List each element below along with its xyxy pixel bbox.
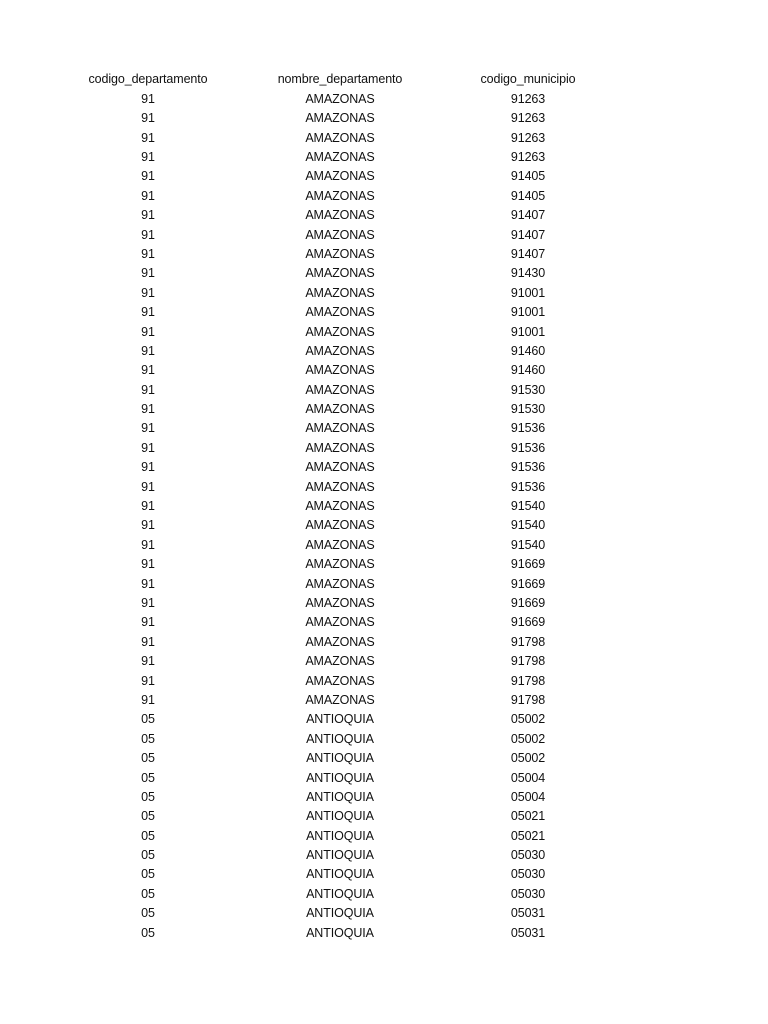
table-row — [0, 710, 768, 729]
cell-codigo-departamento[interactable]: 05 — [141, 712, 155, 727]
table-row — [0, 186, 768, 205]
cell-codigo-municipio[interactable]: 05004 — [510, 789, 546, 804]
cell-codigo-departamento[interactable]: 91 — [141, 615, 155, 630]
table-row — [0, 283, 768, 302]
table-row — [0, 361, 768, 380]
cell-codigo-departamento[interactable]: 91 — [141, 363, 155, 378]
cell-codigo-departamento[interactable]: 05 — [141, 906, 155, 921]
cell-codigo-departamento[interactable]: 05 — [141, 867, 155, 882]
table-row — [0, 245, 768, 264]
cell-codigo-departamento[interactable]: 05 — [141, 770, 155, 785]
cell-codigo-municipio[interactable]: 05031 — [510, 925, 546, 940]
cell-codigo-departamento[interactable]: 05 — [141, 751, 155, 766]
table-row — [0, 768, 768, 787]
cell-codigo-municipio[interactable]: 91263 — [510, 91, 546, 106]
cell-codigo-departamento[interactable]: 05 — [141, 809, 155, 824]
cell-codigo-municipio[interactable]: 91669 — [510, 615, 546, 630]
cell-codigo-municipio[interactable]: 05002 — [510, 751, 546, 766]
table-header-row — [0, 70, 768, 89]
cell-nombre-departamento[interactable]: AMAZONAS — [305, 576, 375, 591]
cell-codigo-departamento[interactable]: 91 — [141, 266, 155, 281]
spreadsheet-table — [0, 70, 768, 943]
column-header-nombre-departamento[interactable]: nombre_departamento — [277, 72, 403, 87]
cell-nombre-departamento[interactable]: AMAZONAS — [305, 188, 375, 203]
cell-codigo-departamento[interactable]: 91 — [141, 557, 155, 572]
cell-codigo-municipio[interactable]: 91530 — [510, 382, 546, 397]
cell-nombre-departamento[interactable]: ANTIOQUIA — [306, 789, 374, 804]
cell-nombre-departamento[interactable]: ANTIOQUIA — [306, 925, 374, 940]
cell-codigo-departamento[interactable]: 91 — [141, 634, 155, 649]
table-row — [0, 613, 768, 632]
cell-nombre-departamento[interactable]: AMAZONAS — [305, 499, 375, 514]
cell-codigo-municipio[interactable]: 05021 — [510, 809, 546, 824]
table-row — [0, 807, 768, 826]
table-row — [0, 167, 768, 186]
table-row — [0, 128, 768, 147]
table-row — [0, 787, 768, 806]
table-row — [0, 419, 768, 438]
cell-codigo-departamento[interactable]: 05 — [141, 731, 155, 746]
table-row — [0, 225, 768, 244]
cell-nombre-departamento[interactable]: AMAZONAS — [305, 246, 375, 261]
cell-codigo-municipio[interactable]: 91405 — [510, 188, 546, 203]
cell-nombre-departamento[interactable]: ANTIOQUIA — [306, 867, 374, 882]
cell-codigo-departamento[interactable]: 91 — [141, 208, 155, 223]
table-row — [0, 380, 768, 399]
cell-codigo-municipio[interactable]: 91798 — [510, 654, 546, 669]
table-row — [0, 749, 768, 768]
cell-nombre-departamento[interactable]: ANTIOQUIA — [306, 848, 374, 863]
table-row — [0, 884, 768, 903]
table-row — [0, 652, 768, 671]
cell-nombre-departamento[interactable]: ANTIOQUIA — [306, 770, 374, 785]
cell-nombre-departamento[interactable]: AMAZONAS — [305, 634, 375, 649]
table-row — [0, 923, 768, 942]
cell-codigo-municipio[interactable]: 91405 — [510, 169, 546, 184]
cell-codigo-municipio[interactable]: 91540 — [510, 499, 546, 514]
cell-codigo-municipio[interactable]: 05002 — [510, 712, 546, 727]
cell-nombre-departamento[interactable]: AMAZONAS — [305, 363, 375, 378]
cell-nombre-departamento[interactable]: AMAZONAS — [305, 654, 375, 669]
cell-codigo-municipio[interactable]: 05021 — [510, 828, 546, 843]
cell-nombre-departamento[interactable]: AMAZONAS — [305, 227, 375, 242]
table-body — [0, 89, 768, 942]
table-row — [0, 632, 768, 651]
cell-codigo-departamento[interactable]: 05 — [141, 848, 155, 863]
cell-nombre-departamento[interactable]: ANTIOQUIA — [306, 809, 374, 824]
table-row — [0, 729, 768, 748]
cell-nombre-departamento[interactable]: ANTIOQUIA — [306, 731, 374, 746]
cell-codigo-departamento[interactable]: 91 — [141, 595, 155, 610]
cell-codigo-municipio[interactable]: 91798 — [510, 673, 546, 688]
cell-codigo-departamento[interactable]: 91 — [141, 421, 155, 436]
cell-nombre-departamento[interactable]: AMAZONAS — [305, 169, 375, 184]
cell-codigo-municipio[interactable]: 91669 — [510, 557, 546, 572]
cell-nombre-departamento[interactable]: AMAZONAS — [305, 130, 375, 145]
cell-codigo-municipio[interactable]: 91263 — [510, 150, 546, 164]
cell-nombre-departamento[interactable]: AMAZONAS — [305, 91, 375, 106]
cell-codigo-departamento[interactable]: 91 — [141, 518, 155, 533]
cell-codigo-municipio[interactable]: 91536 — [510, 479, 546, 494]
cell-codigo-municipio[interactable]: 91263 — [510, 130, 546, 145]
cell-codigo-departamento[interactable]: 91 — [141, 537, 155, 552]
table-row — [0, 535, 768, 554]
table-row — [0, 574, 768, 593]
cell-nombre-departamento[interactable]: AMAZONAS — [305, 305, 375, 320]
cell-nombre-departamento[interactable]: AMAZONAS — [305, 537, 375, 552]
cell-codigo-municipio[interactable]: 91001 — [510, 305, 546, 320]
cell-nombre-departamento[interactable]: AMAZONAS — [305, 421, 375, 436]
cell-nombre-departamento[interactable]: AMAZONAS — [305, 402, 375, 417]
cell-nombre-departamento[interactable]: AMAZONAS — [305, 440, 375, 455]
cell-codigo-municipio[interactable]: 91530 — [510, 402, 546, 417]
table-row — [0, 846, 768, 865]
table-row — [0, 264, 768, 283]
cell-codigo-municipio[interactable]: 05031 — [510, 906, 546, 921]
cell-codigo-departamento[interactable]: 91 — [141, 654, 155, 669]
cell-codigo-departamento[interactable]: 91 — [141, 246, 155, 261]
cell-codigo-departamento[interactable]: 91 — [141, 673, 155, 688]
table-row — [0, 865, 768, 884]
cell-nombre-departamento[interactable]: AMAZONAS — [305, 150, 375, 164]
cell-codigo-departamento[interactable]: 91 — [141, 285, 155, 300]
table-row — [0, 497, 768, 516]
cell-nombre-departamento[interactable]: AMAZONAS — [305, 324, 375, 339]
cell-codigo-municipio[interactable]: 91540 — [510, 518, 546, 533]
cell-codigo-municipio[interactable]: 91540 — [510, 537, 546, 552]
column-header-codigo-municipio[interactable]: codigo_municipio — [480, 72, 576, 87]
table-row — [0, 438, 768, 457]
table-row — [0, 691, 768, 710]
cell-codigo-departamento[interactable]: 91 — [141, 227, 155, 242]
cell-codigo-departamento[interactable]: 05 — [141, 925, 155, 940]
cell-nombre-departamento[interactable]: AMAZONAS — [305, 382, 375, 397]
cell-codigo-municipio[interactable]: 05030 — [510, 848, 546, 863]
cell-nombre-departamento[interactable]: AMAZONAS — [305, 460, 375, 475]
cell-codigo-municipio[interactable]: 91536 — [510, 460, 546, 475]
cell-codigo-municipio[interactable]: 91430 — [510, 266, 546, 281]
cell-codigo-departamento[interactable]: 91 — [141, 692, 155, 707]
cell-codigo-municipio[interactable]: 91001 — [510, 285, 546, 300]
cell-codigo-departamento[interactable]: 91 — [141, 479, 155, 494]
cell-codigo-municipio[interactable]: 91460 — [510, 363, 546, 378]
cell-codigo-departamento[interactable]: 05 — [141, 886, 155, 901]
cell-codigo-departamento[interactable]: 91 — [141, 402, 155, 417]
table-row — [0, 477, 768, 496]
cell-nombre-departamento[interactable]: AMAZONAS — [305, 692, 375, 707]
cell-codigo-municipio[interactable]: 91669 — [510, 595, 546, 610]
cell-nombre-departamento[interactable]: AMAZONAS — [305, 479, 375, 494]
cell-codigo-municipio[interactable]: 91001 — [510, 324, 546, 339]
cell-nombre-departamento[interactable]: AMAZONAS — [305, 557, 375, 572]
cell-codigo-municipio[interactable]: 05002 — [510, 731, 546, 746]
cell-nombre-departamento[interactable]: AMAZONAS — [305, 595, 375, 610]
cell-nombre-departamento[interactable]: AMAZONAS — [305, 266, 375, 281]
cell-nombre-departamento[interactable]: AMAZONAS — [305, 111, 375, 126]
table-row — [0, 148, 768, 167]
column-header-codigo-departamento[interactable]: codigo_departamento — [88, 72, 208, 87]
cell-nombre-departamento[interactable]: AMAZONAS — [305, 518, 375, 533]
cell-codigo-departamento[interactable]: 91 — [141, 460, 155, 475]
table-row — [0, 303, 768, 322]
cell-nombre-departamento[interactable]: AMAZONAS — [305, 673, 375, 688]
cell-codigo-departamento[interactable]: 91 — [141, 499, 155, 514]
cell-codigo-departamento[interactable]: 91 — [141, 150, 155, 164]
table-row — [0, 322, 768, 341]
table-row — [0, 206, 768, 225]
cell-codigo-departamento[interactable]: 91 — [141, 382, 155, 397]
cell-nombre-departamento[interactable]: ANTIOQUIA — [306, 751, 374, 766]
table-row — [0, 826, 768, 845]
cell-nombre-departamento[interactable]: ANTIOQUIA — [306, 886, 374, 901]
cell-nombre-departamento[interactable]: ANTIOQUIA — [306, 828, 374, 843]
cell-nombre-departamento[interactable]: ANTIOQUIA — [306, 906, 374, 921]
cell-nombre-departamento[interactable]: ANTIOQUIA — [306, 712, 374, 727]
cell-nombre-departamento[interactable]: AMAZONAS — [305, 343, 375, 358]
cell-codigo-departamento[interactable]: 91 — [141, 343, 155, 358]
cell-nombre-departamento[interactable]: AMAZONAS — [305, 208, 375, 223]
cell-codigo-municipio[interactable]: 91798 — [510, 634, 546, 649]
cell-codigo-departamento[interactable]: 91 — [141, 440, 155, 455]
table-row — [0, 458, 768, 477]
table-row — [0, 671, 768, 690]
table-row — [0, 89, 768, 108]
cell-codigo-departamento[interactable]: 91 — [141, 324, 155, 339]
table-row — [0, 341, 768, 360]
cell-codigo-departamento[interactable]: 91 — [141, 188, 155, 203]
cell-codigo-municipio[interactable]: 91407 — [510, 246, 546, 261]
cell-codigo-departamento[interactable]: 91 — [141, 169, 155, 184]
cell-codigo-municipio[interactable]: 91263 — [510, 111, 546, 126]
cell-codigo-departamento[interactable]: 05 — [141, 789, 155, 804]
cell-codigo-departamento[interactable]: 91 — [141, 91, 155, 106]
table-row — [0, 594, 768, 613]
cell-codigo-municipio[interactable]: 91460 — [510, 343, 546, 358]
cell-codigo-departamento[interactable]: 91 — [141, 111, 155, 126]
cell-nombre-departamento[interactable]: AMAZONAS — [305, 285, 375, 300]
cell-codigo-departamento[interactable]: 91 — [141, 305, 155, 320]
cell-codigo-municipio[interactable]: 91669 — [510, 576, 546, 591]
table-row — [0, 555, 768, 574]
cell-codigo-municipio[interactable]: 05004 — [510, 770, 546, 785]
cell-codigo-municipio[interactable]: 05030 — [510, 886, 546, 901]
cell-codigo-departamento[interactable]: 05 — [141, 828, 155, 843]
cell-codigo-municipio[interactable]: 91536 — [510, 421, 546, 436]
table-row — [0, 109, 768, 128]
table-row — [0, 400, 768, 419]
cell-codigo-departamento[interactable]: 91 — [141, 130, 155, 145]
cell-nombre-departamento[interactable]: AMAZONAS — [305, 615, 375, 630]
cell-codigo-municipio[interactable]: 91536 — [510, 440, 546, 455]
cell-codigo-municipio[interactable]: 05030 — [510, 867, 546, 882]
cell-codigo-municipio[interactable]: 91407 — [510, 227, 546, 242]
cell-codigo-departamento[interactable]: 91 — [141, 576, 155, 591]
table-row — [0, 904, 768, 923]
table-row — [0, 516, 768, 535]
cell-codigo-municipio[interactable]: 91798 — [510, 692, 546, 707]
cell-codigo-municipio[interactable]: 91407 — [510, 208, 546, 223]
